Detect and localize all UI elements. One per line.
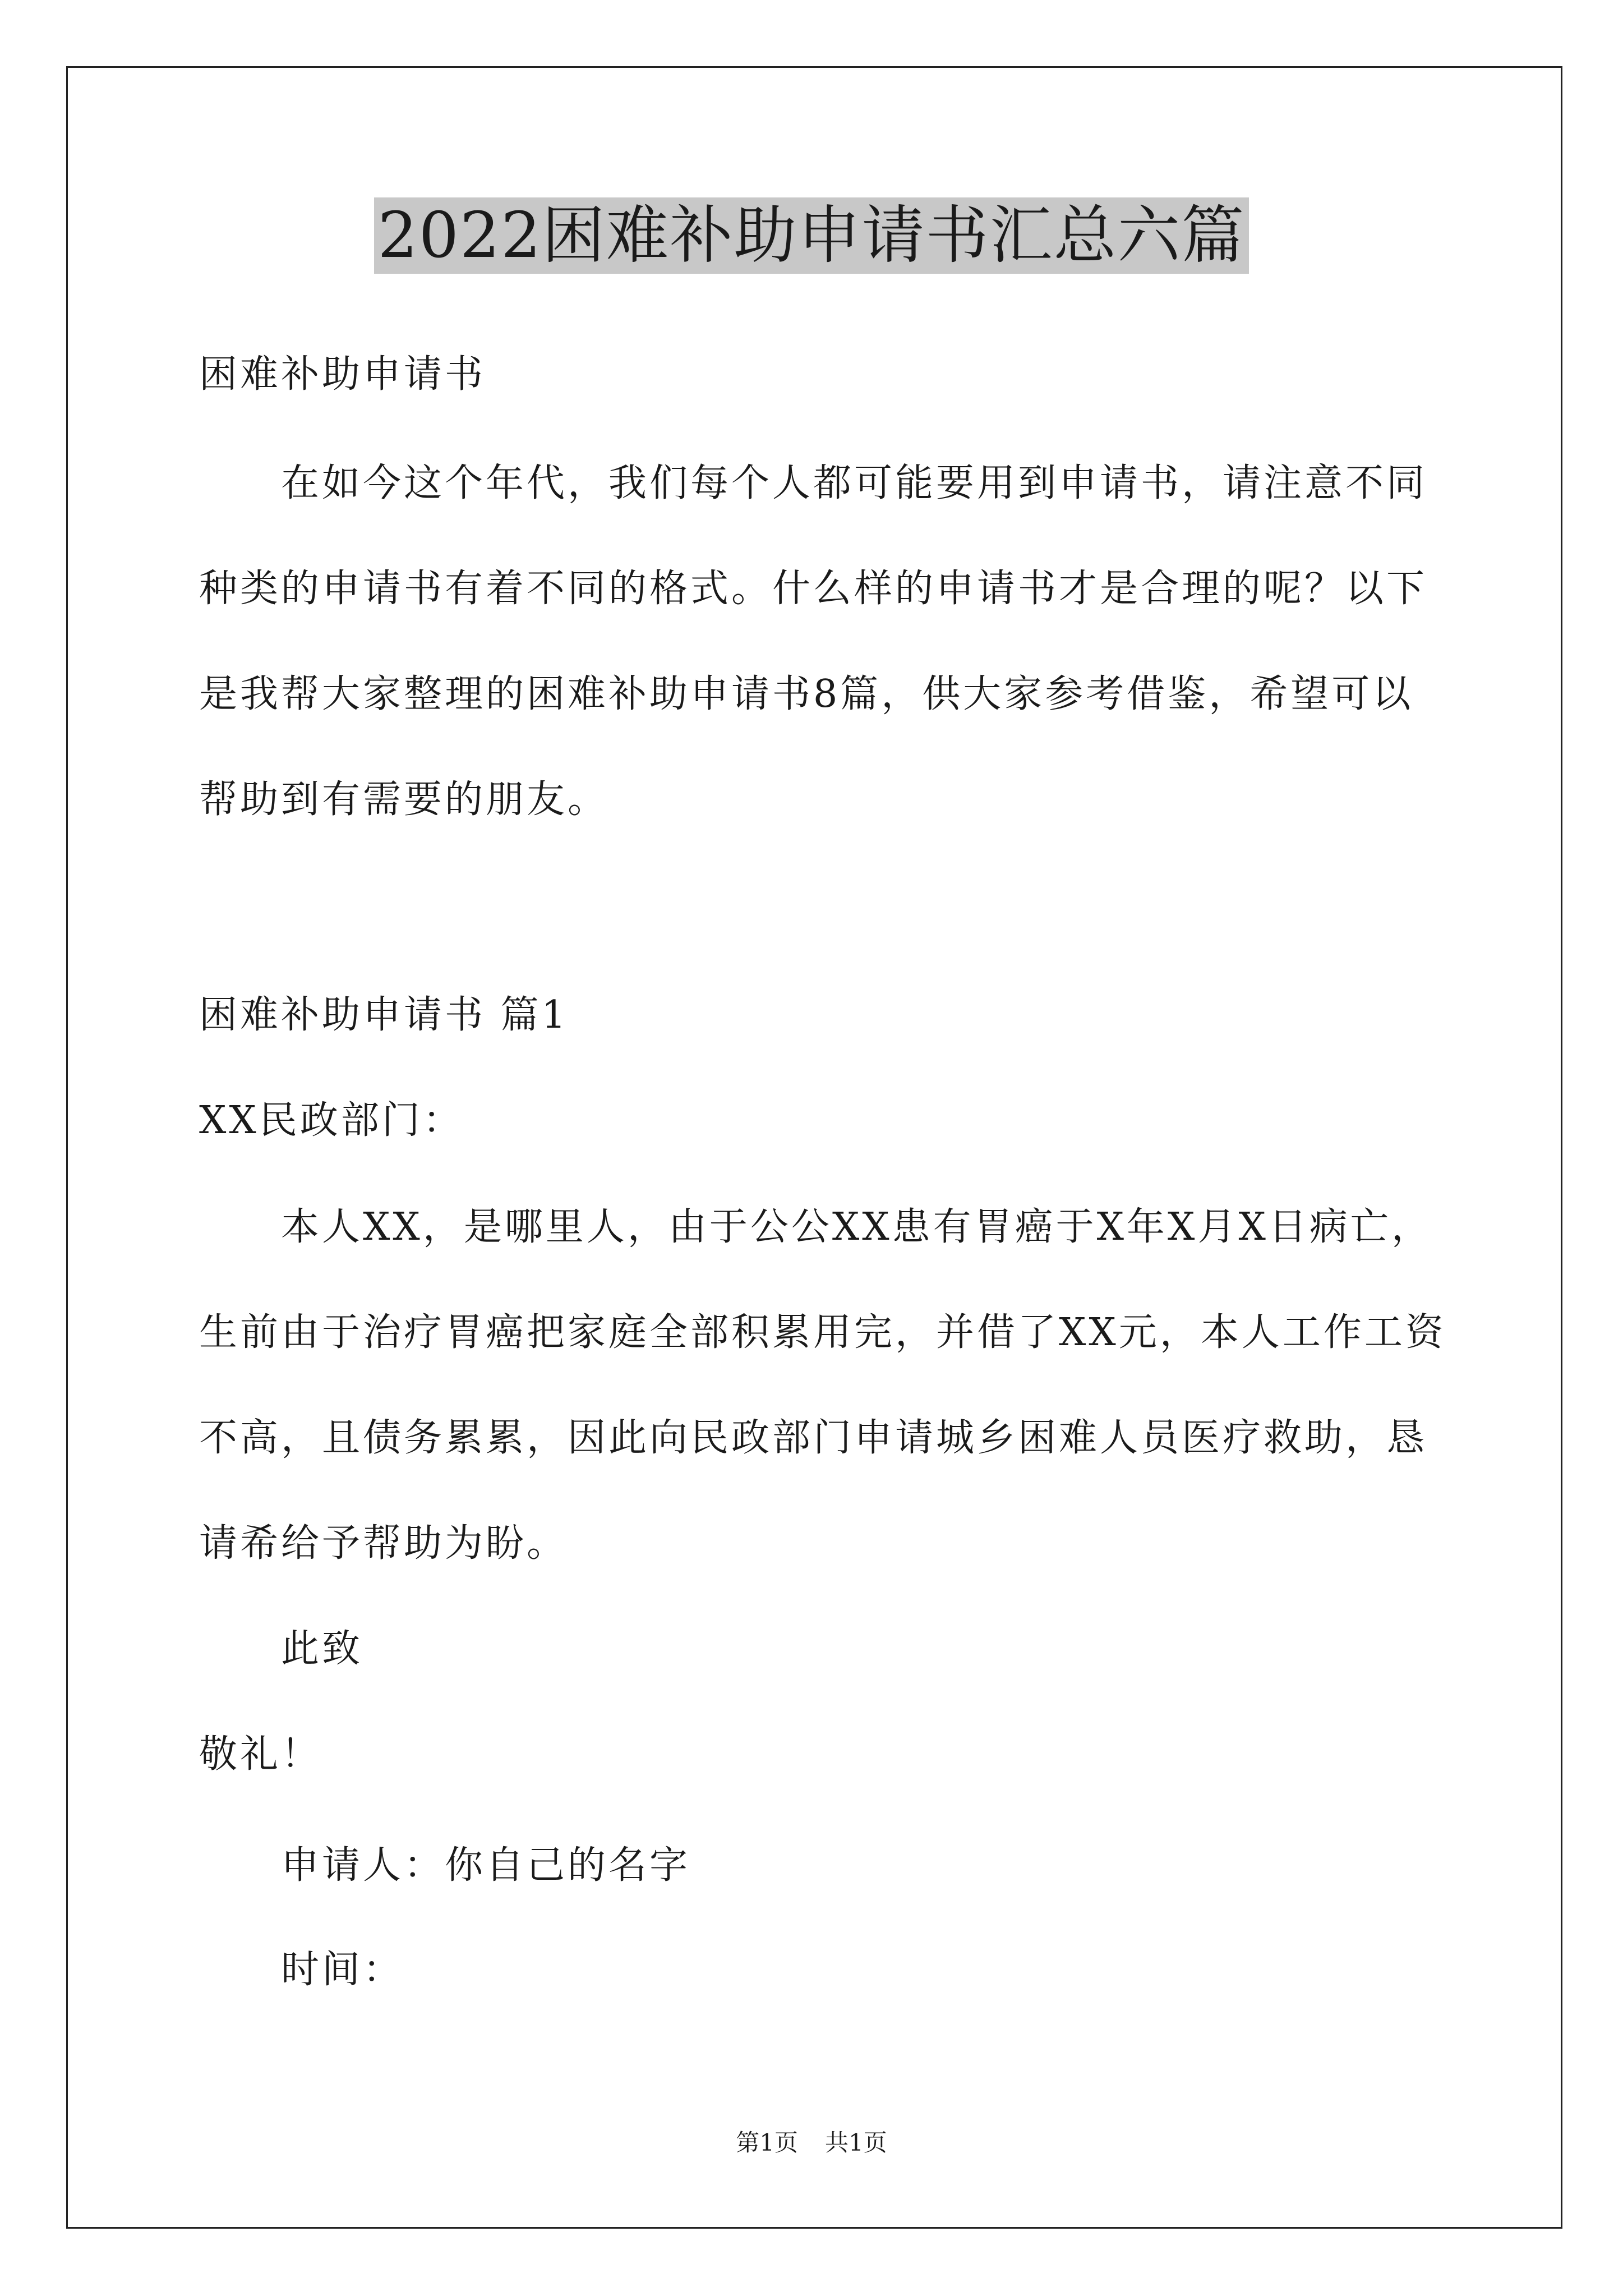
body-line-3: 不高，且债务累累，因此向民政部门申请城乡困难人员医疗救助，恳 [199, 1416, 1428, 1460]
closing: 此致 [281, 1627, 363, 1671]
body-line-2: 生前由于治疗胃癌把家庭全部积累用完，并借了XX元，本人工作工资 [199, 1310, 1446, 1355]
body-line-1: 本人XX，是哪里人，由于公公XX患有胃癌于X年X月X日病亡， [281, 1205, 1432, 1249]
page-footer [0, 2129, 1623, 2157]
salutation: XX民政部门： [199, 1098, 464, 1143]
section-heading: 困难补助申请书 篇1 [199, 993, 569, 1037]
page-current: 第1页 [736, 2129, 798, 2156]
document-title: 2022困难补助申请书汇总六篇 [374, 197, 1248, 274]
intro-line-3: 是我帮大家整理的困难补助申请书8篇，供大家参考借鉴，希望可以 [199, 672, 1414, 716]
time-line: 时间： [281, 1948, 404, 1992]
intro-line-2: 种类的申请书有着不同的格式。什么样的申请书才是合理的呢？以下 [199, 567, 1428, 611]
intro-line-1: 在如今这个年代，我们每个人都可能要用到申请书，请注意不同 [281, 461, 1428, 505]
intro-heading: 困难补助申请书 [199, 352, 486, 397]
page-total: 共1页 [825, 2129, 887, 2156]
title-container [0, 197, 1623, 274]
intro-line-4: 帮助到有需要的朋友。 [199, 777, 609, 822]
respect-line: 敬礼！ [199, 1732, 322, 1777]
body-line-4: 请希给予帮助为盼。 [199, 1521, 568, 1566]
applicant-line: 申请人：你自己的名字 [281, 1843, 691, 1888]
